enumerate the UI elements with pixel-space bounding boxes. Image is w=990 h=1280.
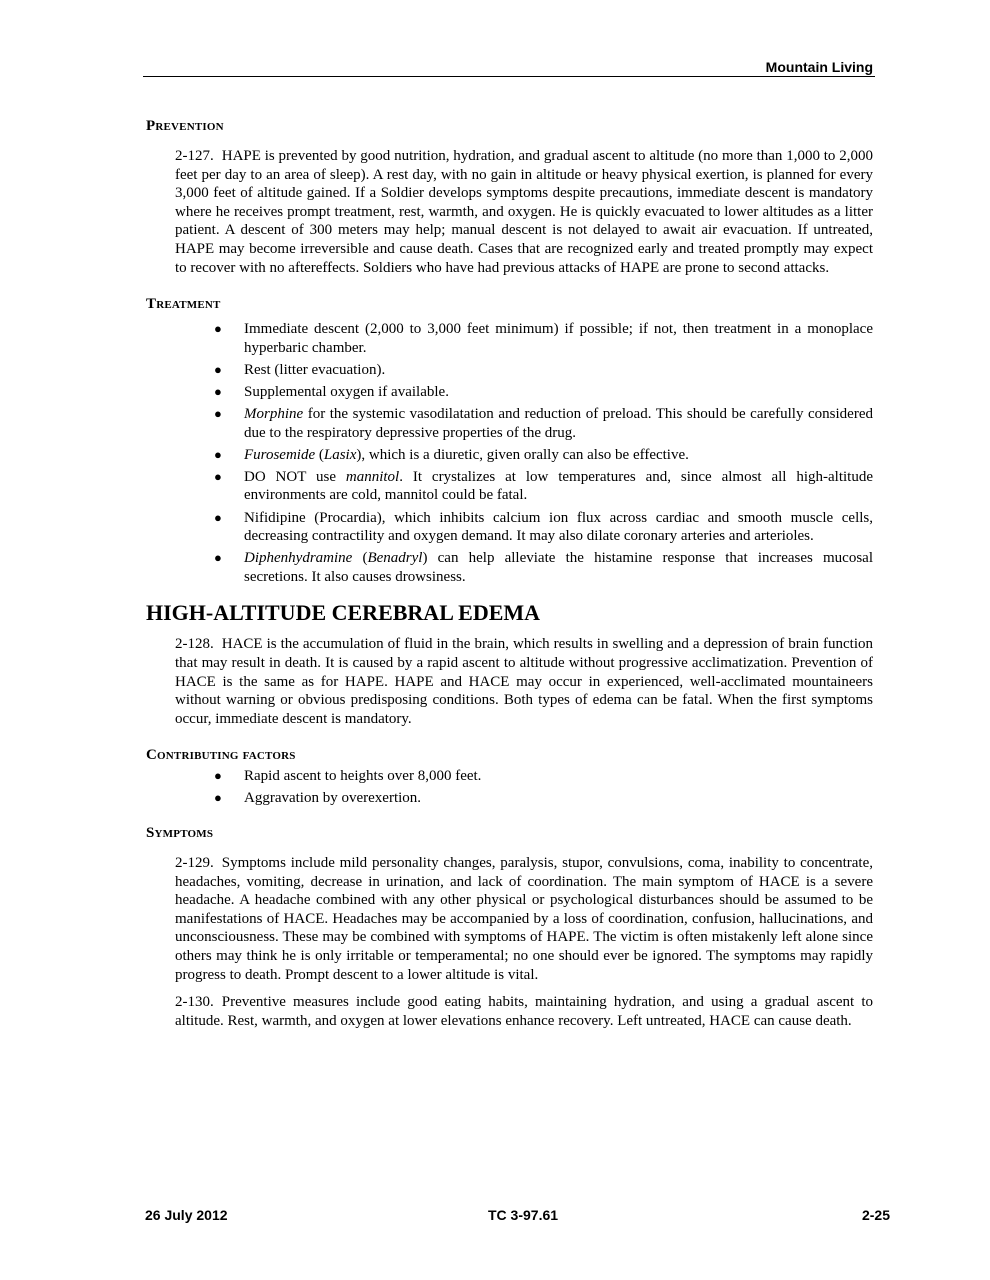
paragraph-text: HACE is the accumulation of fluid in the brain, which results in swelling and a depression of brain function that may result in death. It is caused by a rapid ascent to altitude without progressive acclimatization. Prevention of HACE is the same as for HAPE. HAPE and HACE may occur in experienced, well-acclimated mountaineers without warning or obvious predisposing conditions. Both types of edema can be fatal. When the first symptoms occur, immediate descent is mandatory. [175,636,873,727]
section-heading-symptoms: Symptoms [146,825,214,842]
paragraph-text: Preventive measures include good eating habits, maintaining hydration, and using a gradual ascent to altitude. Rest, warmth, and oxygen at lower elevations enhance recovery. Left untreated, HACE can cause death. [175,994,873,1029]
treatment-list [214,320,873,586]
list-item: ● Furosemide (Lasix), which is a diuretic, given orally can also be effective. [214,446,689,463]
paragraph-2-128 [175,635,873,728]
list-item: ● Diphenhydramine (Benadryl) can help alleviate the histamine response that increases mucosal secretions. It also causes drowsiness. [214,550,873,585]
bullet-icon: ● [214,446,222,462]
running-header-title: Mountain Living [765,59,873,75]
footer-document-id: TC 3-97.61 [488,1207,559,1223]
list-item: ● Immediate descent (2,000 to 3,000 feet minimum) if possible; if not, then treatment in a monoplace hyperbaric chamber. [214,321,873,356]
header-rule [143,76,875,77]
bullet-icon: ● [214,361,222,377]
bullet-icon: ● [214,550,222,566]
list-item: ● Aggravation by overexertion. [214,790,422,807]
paragraph-2-127 [175,147,873,277]
paragraph-number: 2-127. [175,148,214,164]
paragraph-2-130 [175,993,873,1030]
list-item: ● Rest (litter evacuation). [214,361,386,378]
list-item: ● Rapid ascent to heights over 8,000 feet. [214,768,482,785]
list-item: ● Nifidipine (Procardia), which inhibits calcium ion flux across cardiac and smooth muscle cells, decreasing contractility and oxygen demand. It may also dilate coronary arteries and arterioles. [214,509,873,545]
paragraph-text: HAPE is prevented by good nutrition, hydration, and gradual ascent to altitude (no more than 1,000 to 2,000 feet per day to an area of sleep). A rest day, with no gain in altitude or heavy physical exertion, is planned for every 3,000 feet of altitude gained. If a Soldier develops symptoms despite precautions, immediate descent is mandatory where he receives prompt treatment, rest, warmth, and oxygen. He is quickly evacuated to lower altitudes as a litter patient. A descent of 300 meters may help; manual descent is not delayed to await air evacuation. If untreated, HAPE may become irreversible and cause death. Cases that are recognized early and treated promptly may expect to recover with no aftereffects. Soldiers who have had previous attacks of HAPE are prone to second attacks. [175,148,873,276]
page-content [146,118,873,1030]
footer-date: 26 July 2012 [145,1207,228,1223]
list-item: ● Morphine for the systemic vasodilatation and reduction of preload. This should be carefully considered due to the respiratory depressive properties of the drug. [214,406,873,441]
chapter-heading-hace: HIGH-ALTITUDE CEREBRAL EDEMA [146,600,541,626]
paragraph-number: 2-130. [175,994,214,1011]
bullet-icon: ● [214,383,222,399]
bullet-icon: ● [214,768,222,784]
section-heading-contributing-factors: Contributing factors [146,747,296,764]
bullet-icon: ● [214,790,222,806]
section-heading-prevention: Prevention [146,118,224,134]
contributing-factors-list [214,767,873,808]
bullet-icon: ● [214,468,222,484]
list-item: ● Supplemental oxygen if available. [214,383,449,400]
bullet-icon: ● [214,406,222,422]
list-item: ● DO NOT use mannitol. It crystalizes at low temperatures and, since almost all high-altitude environments are cold, mannitol could be fatal. [214,468,873,504]
section-heading-treatment: Treatment [146,296,221,313]
paragraph-text: Symptoms include mild personality changes, paralysis, stupor, convulsions, coma, inability to concentrate, headaches, vomiting, decrease in urination, and lack of coordination. The main symptom of HACE is a severe headache. A headache combined with any other physical or psychological disturbances should be assumed to be manifestations of HACE. Headaches may be accompanied by a loss of coordination, confusion, hallucinations, and unconsciousness. These may be combined with symptoms of HAPE. The victim is often mistakenly left alone since others may think he is only irritable or temperamental; no one should ever be ignored. The symptoms may rapidly progress to death. Prompt descent to a lower altitude is vital. [175,855,873,983]
paragraph-number: 2-128. [175,636,214,653]
footer-page-number: 2-25 [861,1207,890,1223]
paragraph-2-129 [175,854,873,984]
paragraph-number: 2-129. [175,855,214,872]
bullet-icon: ● [214,321,222,337]
bullet-icon: ● [214,509,222,525]
